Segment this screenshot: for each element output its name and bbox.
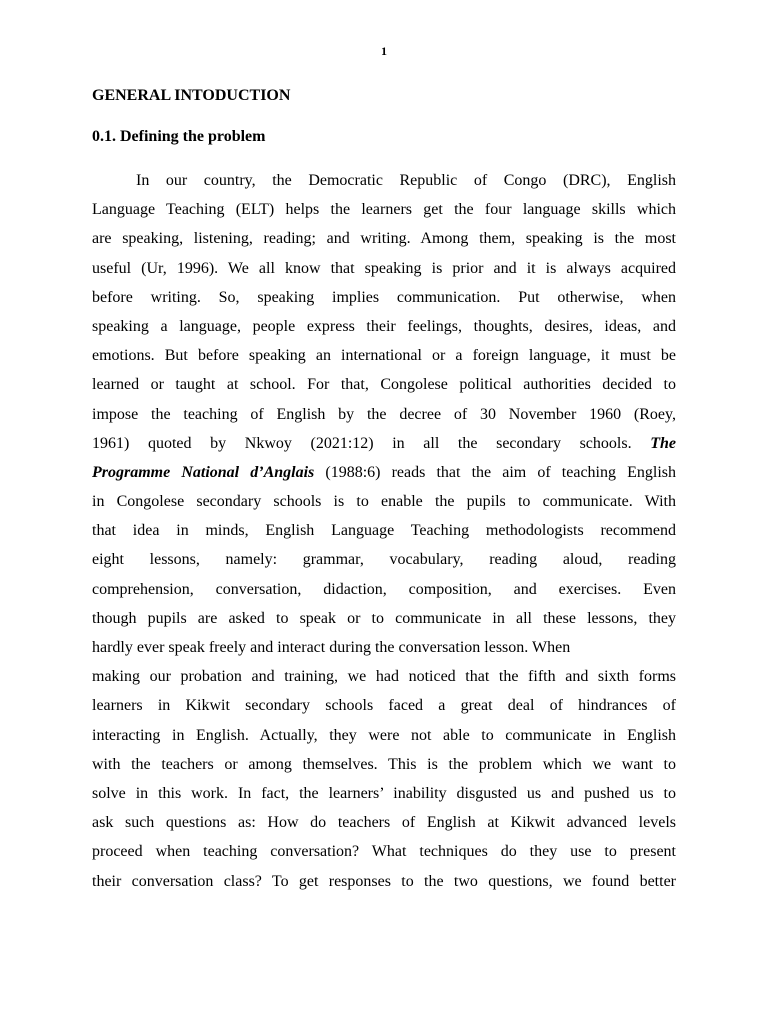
text-line: their conversation class? To get responses to the two questions, we found better (92, 872, 676, 890)
text-segment: (1988:6) reads that the aim of teaching English (325, 463, 677, 481)
text-line: learned or taught at school. For that, Congolese political authorities decided to (92, 376, 676, 394)
text-line: emotions. But before speaking an international or a foreign language, it must be (92, 347, 676, 365)
text-line (92, 429, 676, 458)
emphasized-title: The (650, 434, 677, 452)
text-line: hardly ever speak freely and interact during the conversation lesson. When (92, 639, 571, 656)
text-line: solve in this work. In fact, the learners’ inability disgusted us and pushed us to (92, 784, 676, 802)
section-title: GENERAL INTODUCTION (92, 87, 291, 104)
text-line: useful (Ur, 1996). We all know that speaking is prior and it is always acquired (92, 259, 676, 277)
text-line: before writing. So, speaking implies communication. Put otherwise, when (92, 288, 676, 306)
emphasized-title: Programme National d’Anglais (92, 463, 315, 481)
text-line: that idea in minds, English Language Teaching methodologists recommend (92, 522, 676, 540)
text-line: In our country, the Democratic Republic of Congo (DRC), English (136, 172, 676, 189)
text-segment: 1961) quoted by Nkwoy (2021:12) in all the secondary schools. (92, 434, 632, 452)
text-line: ask such questions as: How do teachers of English at Kikwit advanced levels (92, 814, 676, 832)
text-line: are speaking, listening, reading; and writing. Among them, speaking is the most (92, 230, 676, 248)
page-number: 1 (381, 44, 387, 58)
text-line: proceed when teaching conversation? What techniques do they use to present (92, 843, 676, 861)
text-line: learners in Kikwit secondary schools faced a great deal of hindrances of (92, 697, 676, 715)
subsection-title: 0.1. Defining the problem (92, 128, 266, 145)
text-line: eight lessons, namely: grammar, vocabulary, reading aloud, reading (92, 551, 676, 569)
text-line: speaking a language, people express their feelings, thoughts, desires, ideas, and (92, 317, 676, 335)
text-line: Language Teaching (ELT) helps the learners get the four language skills which (92, 201, 676, 219)
text-line: impose the teaching of English by the decree of 30 November 1960 (Roey, (92, 405, 676, 423)
text-line: with the teachers or among themselves. This is the problem which we want to (92, 755, 676, 773)
text-line: making our probation and training, we had noticed that the fifth and sixth forms (92, 668, 676, 686)
text-line: though pupils are asked to speak or to communicate in all these lessons, they (92, 609, 676, 627)
text-line: in Congolese secondary schools is to enable the pupils to communicate. With (92, 493, 676, 511)
text-line (92, 458, 676, 487)
text-line: interacting in English. Actually, they were not able to communicate in English (92, 726, 676, 744)
text-line: comprehension, conversation, didaction, composition, and exercises. Even (92, 580, 676, 598)
body-paragraph (92, 166, 676, 896)
